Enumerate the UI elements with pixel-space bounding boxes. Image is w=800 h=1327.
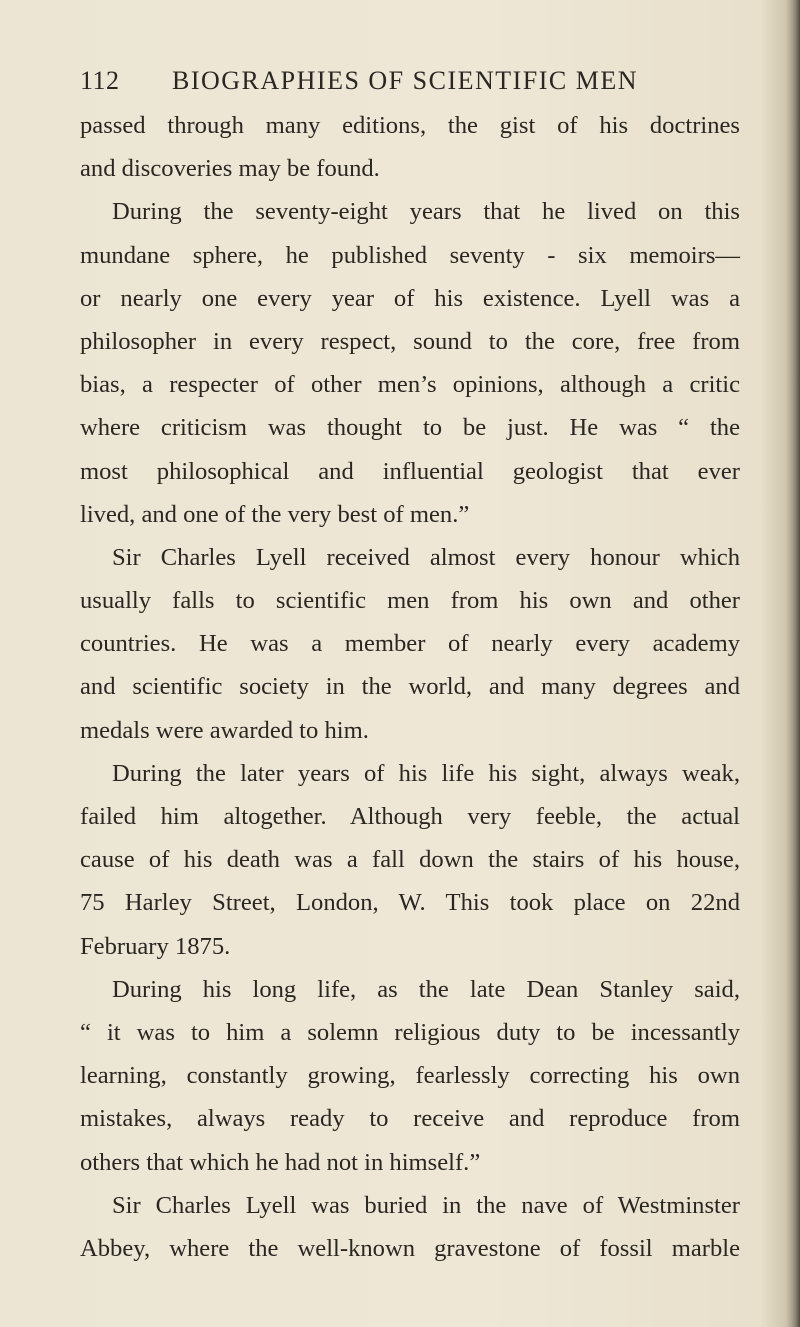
text-line: or nearly one every year of his existence. Lyell was a <box>80 284 740 312</box>
text-line: usually falls to scientific men from his own and other <box>80 587 740 615</box>
text-line: During the later years of his life his sight, always weak, <box>112 759 740 787</box>
text-line: During the seventy-eight years that he lived on this <box>112 198 740 226</box>
text-line: passed through many editions, the gist of his doctrines <box>80 112 740 139</box>
text-line: bias, a respecter of other men’s opinions, although a critic <box>80 371 740 399</box>
text-line: most philosophical and influential geologist that ever <box>80 457 740 485</box>
text-line: Abbey, where the well-known gravestone of fossil marble <box>80 1234 740 1262</box>
page-number: 112 <box>80 66 120 95</box>
page-header <box>80 66 740 106</box>
text-line: mistakes, always ready to receive and reproduce from <box>80 1105 740 1133</box>
body-text <box>80 104 740 1270</box>
text-line: Sir Charles Lyell was buried in the nave of Westminster <box>112 1191 740 1219</box>
text-line: and discoveries may be found. <box>80 155 380 183</box>
text-line: 75 Harley Street, London, W. This took place on 22nd <box>80 889 740 917</box>
text-line: During his long life, as the late Dean Stanley said, <box>112 975 740 1003</box>
text-line: and scientific society in the world, and many degrees and <box>80 673 740 701</box>
text-line: February 1875. <box>80 932 231 960</box>
text-line: medals were awarded to him. <box>80 716 369 744</box>
text-line: “ it was to him a solemn religious duty to be incessantly <box>80 1018 740 1046</box>
text-line: Sir Charles Lyell received almost every honour which <box>112 543 740 571</box>
text-line: mundane sphere, he published seventy - six memoirs— <box>80 241 740 269</box>
page-edge-shadow <box>786 0 800 1327</box>
text-line: failed him altogether. Although very feeble, the actual <box>80 803 740 830</box>
text-line: countries. He was a member of nearly every academy <box>80 630 740 658</box>
text-line: where criticism was thought to be just. He was “ the <box>80 414 740 442</box>
running-head: BIOGRAPHIES OF SCIENTIFIC MEN <box>172 66 639 95</box>
text-line: others that which he had not in himself.” <box>80 1148 481 1176</box>
text-line: lived, and one of the very best of men.” <box>80 500 470 528</box>
text-line: learning, constantly growing, fearlessly correcting his own <box>80 1062 740 1090</box>
text-line: philosopher in every respect, sound to the core, free from <box>80 327 740 355</box>
text-line: cause of his death was a fall down the stairs of his house, <box>80 846 740 874</box>
